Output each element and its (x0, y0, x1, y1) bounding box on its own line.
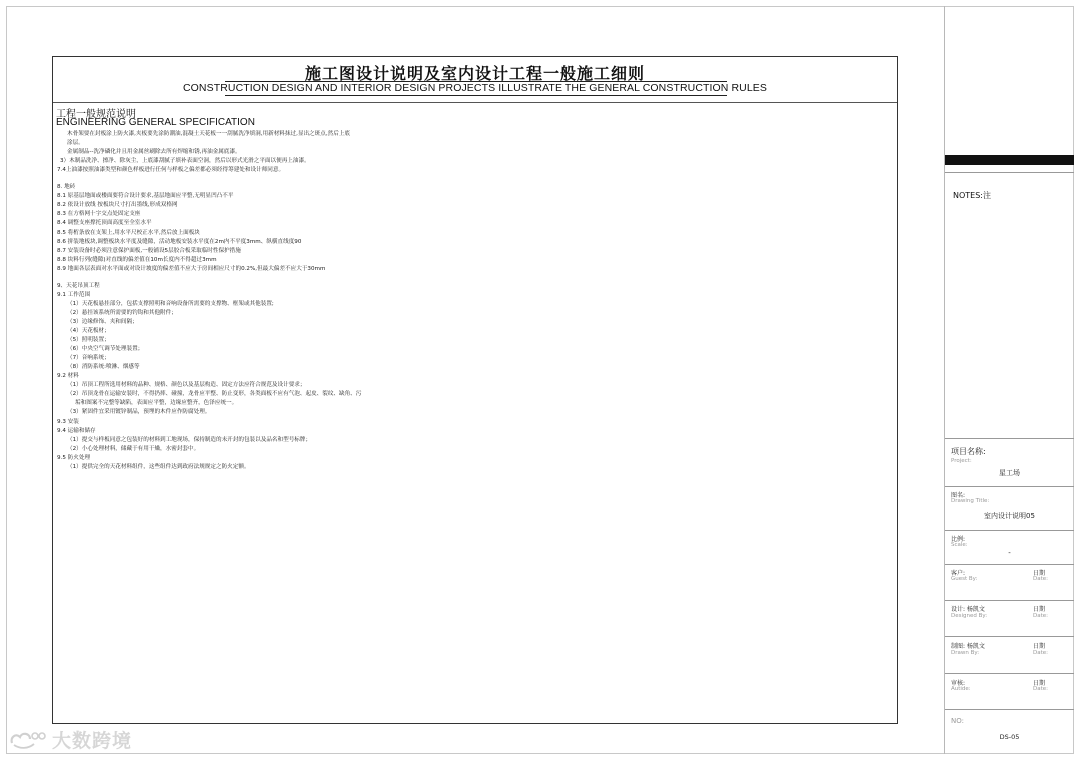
drawing-frame (52, 56, 898, 724)
spec-line: 8.1 原基层地面或楼面要符合设计要求,基层地面应平整,无明显凹凸不平 (57, 193, 234, 200)
divider (945, 709, 1074, 710)
project-label: 项目名称: (951, 447, 986, 456)
spec-line: （1）天花板悬挂部分，包括支撑照明和音响设备所需要的支撑物、框架或其他装置; (67, 300, 274, 307)
spec-line: 8.5 将桁条放在支架上,用水平尺校正水平,然后放上面板块 (57, 229, 200, 236)
spec-line: 8.6 拼装地板块,调整板块水平度及缝隙，活动地板安装水平度在2m内不平度3mm、纵横直线度90 (57, 238, 302, 245)
spec-line: （5）照明装置； (67, 337, 110, 344)
designer-label: 设计: 杨凯文 (951, 606, 985, 613)
audit-date-sub: Date: (1033, 686, 1048, 692)
spec-line: 8. 地砖 (57, 184, 76, 191)
spec-line: （3）紧固件宜采用镀锌制品，预埋的木件应作防腐处理。 (67, 409, 211, 416)
drawing-title-label: 图名: (951, 492, 966, 499)
spec-line: 9.1 工作范围 (57, 291, 91, 298)
title-underline-lower (225, 95, 727, 96)
drawn-by-label: 制图: 杨凯文 (951, 643, 985, 650)
client-sub: Guest By: (951, 576, 978, 582)
drawn-date-sub: Date: (1033, 650, 1048, 656)
divider (945, 636, 1074, 637)
header-divider (53, 102, 897, 103)
drawing-title-sub: Drawing Title: (951, 498, 990, 504)
divider (945, 600, 1074, 601)
spec-line: 金属制品--洗净磷化并且用金属丝刷除去所有焊缩和锈,再油金属底漆。 (67, 149, 241, 156)
watermark-logo-icon (8, 729, 48, 751)
divider (945, 172, 1074, 173)
project-sub: Project: (951, 458, 972, 464)
title-block-bar (945, 155, 1074, 165)
section-heading-english: ENGINEERING GENERAL SPECIFICATION (56, 117, 255, 128)
spec-line: （1）提供完全的天花材料组件，这些组件达到政府法规规定之防火定额。 (67, 463, 250, 470)
project-value: 星工场 (999, 469, 1020, 477)
title-chinese: 施工图设计说明及室内设计工程一般施工细则 (304, 64, 645, 83)
spec-line: （8）消防系统:喷淋、烟感等 (67, 364, 140, 371)
spec-line: 9.4 运输和储存 (57, 427, 96, 434)
spec-line: （2）悬挂该系统所需要的钓钩和其他附件； (67, 309, 177, 316)
spec-line: （1）提交与样板同意之包装好的材料到工地现场，保持制造的未开封的包装以及品名和型号标牌； (67, 436, 312, 443)
client-date-sub: Date: (1033, 576, 1048, 582)
spec-line: （7）音响系统； (67, 355, 110, 362)
spec-line: 8.4 调整支座撑托顶面高度至全室水平 (57, 220, 152, 227)
spec-line: 7.4上油漆按照油漆类型和颜色样板进行任何与样板之偏差都必须经得筹建处和设计师同意。 (57, 167, 285, 174)
divider (945, 530, 1074, 531)
spec-line: 8.2 依设计放线 按板块尺寸打出墨线,形成双格网 (57, 202, 178, 209)
scale-label: 比例: (951, 536, 966, 543)
divider (945, 673, 1074, 674)
spec-line: （2）小心处理材料，储藏于有用干燥，水密封套中。 (67, 445, 200, 452)
title-english: CONSTRUCTION DESIGN AND INTERIOR DESIGN PROJECTS ILLUSTRATE THE GENERAL CONSTRUCTION RULES (182, 82, 768, 94)
drawing-number-label: NO: (951, 717, 964, 725)
spec-line: （4）天花板材； (67, 328, 110, 334)
spec-line: 9.5 防火处理 (57, 454, 91, 461)
spec-line: （6）中央空气调节处理装置； (67, 346, 144, 353)
spec-line: 9、天花吊顶工程 (57, 282, 100, 289)
spec-line: 8.3 在方格网十字交点处固定支座 (57, 211, 141, 218)
audit-sub: Autide: (951, 686, 971, 692)
watermark-text: 大数跨境 (52, 730, 133, 752)
drawing-title-value: 室内设计说明05 (984, 512, 1035, 520)
client-date-label: 日期 (1033, 570, 1046, 577)
designer-sub: Designed By: (951, 613, 988, 619)
spec-line: 涂层。 (67, 140, 84, 147)
spec-line: 木骨架要在封板涂上防火漆,夹板要先涂防潮油,混凝土天花板一一刮腻洗净填洞,用新材料抹过,显出之斑点,然后上底 (67, 131, 350, 137)
drawn-date-label: 日期 (1033, 643, 1046, 650)
designer-date-label: 日期 (1033, 606, 1046, 613)
spec-line: 9.2 材料 (57, 373, 79, 380)
audit-date-label: 日期 (1033, 680, 1046, 687)
scale-sub: Scale: (951, 542, 968, 548)
title-block-panel (944, 6, 1074, 754)
spec-line: 8.9 地面各层表面对水平面或对设计坡度的偏差值不应大于房间相应尺寸的0.2%,但最大偏差不应大于30mm (57, 265, 326, 272)
section-heading-chinese: 工程一般规范说明 (56, 109, 136, 120)
drawing-number-value: DS-05 (999, 733, 1020, 741)
client-label: 客户: (951, 570, 966, 577)
spec-line: 9.3 安装 (57, 418, 79, 425)
spec-line: 垢和图案不完整等缺陷，表面应平整，边缘应整齐，色泽应统一。 (75, 400, 238, 407)
spec-line: （3）边缘修饰、夹和间隔； (67, 318, 138, 325)
spec-line: （1）吊顶工程所选用材料的品种、规格、颜色以及基层构造、固定方法应符合规范及设计要求； (67, 382, 306, 389)
spec-line: （2）吊顶龙骨在运输安装时，不得扔摔、碰撞，龙骨应平整、防止变形，各类面板不应有气泡、起皮、裂纹、缺角、污 (67, 391, 362, 398)
audit-label: 审核: (951, 680, 966, 687)
watermark (8, 726, 132, 753)
scale-value: - (1008, 549, 1011, 557)
divider (945, 564, 1074, 565)
divider (945, 438, 1074, 439)
spec-line: 3）木制品洗净、擦净、除灰尘，上底漆刮腻子填补表面空洞，然后以形式光滑之平面以便再上油漆。 (60, 158, 310, 165)
divider (945, 486, 1074, 487)
spec-line: 8.8 块料行列(缝隙)对直线的偏差值在10m长度内不得超过3mm (57, 256, 217, 263)
notes-label: NOTES:注 (953, 191, 991, 200)
drawn-by-sub: Drawn By: (951, 650, 980, 656)
spec-line: 8.7 安装设备时必须注意保护面板,一般铺设5层胶合板采取临时性保护措施 (57, 247, 241, 254)
designer-date-sub: Date: (1033, 613, 1048, 619)
